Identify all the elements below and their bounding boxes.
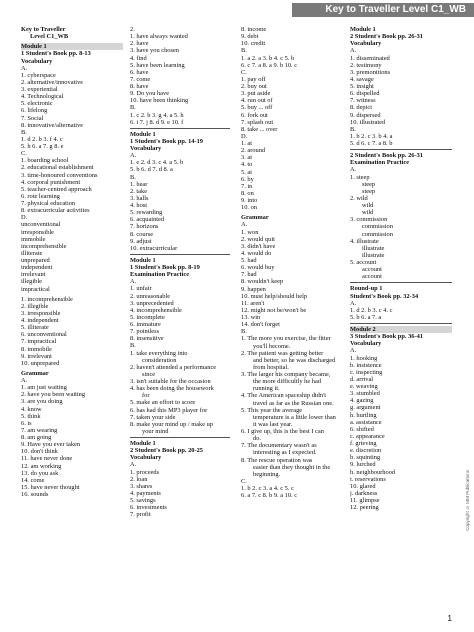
answer-line: 6. fork out xyxy=(241,111,268,119)
answer-line: do. xyxy=(253,435,261,443)
section-heading: Vocabulary xyxy=(130,145,162,152)
answer-line: 5. rewarding xyxy=(130,209,163,217)
answer-line: 5. buy ... off xyxy=(241,104,273,112)
answer-line: 9. debt xyxy=(241,33,259,41)
answer-line: B. xyxy=(130,104,136,112)
answer-line: 10. glared xyxy=(350,482,376,490)
answer-line: and better, so he was discharged xyxy=(253,356,336,364)
answer-line: 5. This year the average xyxy=(241,406,303,414)
answer-line: irrelevant xyxy=(21,271,46,279)
answer-line: 3. are you doing xyxy=(21,398,63,406)
answer-line: A. xyxy=(350,166,357,174)
answer-line: C. xyxy=(241,477,247,485)
answer-line: e. discretion xyxy=(350,447,382,455)
answer-line: 10. extracurricular xyxy=(130,244,178,252)
answer-line: 1. b 2. c 3. b 4. a xyxy=(350,132,393,140)
section-heading: 1 Student's Book pp. 8-19 xyxy=(130,264,200,271)
answer-line: 3. put aside xyxy=(241,90,271,98)
answer-line: b. insistence xyxy=(350,361,382,369)
answer-line: A. xyxy=(241,221,248,229)
answer-line: 4. payments xyxy=(130,489,161,497)
answer-line: 5. h 6. a 7. g 8. e xyxy=(21,143,64,150)
answer-line: C. xyxy=(21,150,27,158)
answer-line: impractical xyxy=(21,285,50,293)
answer-line: 2. educational establishment xyxy=(21,164,94,172)
answer-line: 1. incomprehensible xyxy=(21,295,73,303)
answer-line: 5. at xyxy=(241,168,253,176)
section-heading: Module 2 xyxy=(350,326,452,333)
answer-line: A. xyxy=(350,47,357,55)
section-heading: Module 1 xyxy=(130,130,156,138)
answer-line: 11. have never done xyxy=(21,455,73,463)
answer-line: D. xyxy=(241,132,248,140)
answer-line: 9. lurched xyxy=(350,461,376,469)
answer-line: 4. to xyxy=(241,161,253,169)
answer-line: 2. around xyxy=(241,147,266,155)
answer-line: 9. Do you have xyxy=(130,90,170,98)
answer-line: 9. into xyxy=(241,197,258,204)
copyright-notice: Copyright © MM Publications xyxy=(465,470,470,531)
answer-line: 2. haven't attended a performance xyxy=(130,363,217,371)
answer-line: A. xyxy=(21,64,28,72)
section-heading: Module 1 xyxy=(130,256,156,264)
answer-line: 6. dispelled xyxy=(350,90,380,98)
answer-line: B. xyxy=(21,128,27,136)
section-heading: 1 Student's Book pp. 14-19 xyxy=(130,137,203,145)
answer-line: C. xyxy=(241,68,247,76)
answer-line: D. xyxy=(21,214,28,222)
answer-line: 8. extracurricular activities xyxy=(21,207,90,215)
answer-line: beginning. xyxy=(253,470,281,478)
answer-line: 12. might not be/won't be xyxy=(241,306,307,314)
answer-column-2 xyxy=(130,26,230,518)
answer-line: your mind xyxy=(142,427,169,435)
answer-line: 8. make your mind up / make up xyxy=(130,420,214,428)
answer-line: 6. shifted xyxy=(350,425,374,433)
answer-line: A. xyxy=(130,278,137,286)
answer-line: 10. must help/should help xyxy=(241,292,308,300)
answer-line: 7. physical education xyxy=(21,200,76,207)
answer-column-3 xyxy=(241,26,341,499)
answer-line: 6. would buy xyxy=(241,264,275,272)
answer-line: 3. have you chosen xyxy=(130,47,179,55)
answer-line: 6. a 7. c 8. b 9. a 10. c xyxy=(241,492,298,500)
answer-line: 5. insight xyxy=(350,83,374,90)
section-heading: Key to Traveller xyxy=(21,26,66,33)
answer-line: 6. is xyxy=(21,419,32,427)
answer-line: 8. am going xyxy=(21,434,52,441)
section-heading: 1 Student's Book pp. 8-13 xyxy=(21,50,91,58)
answer-line: B. xyxy=(241,328,247,336)
section-divider xyxy=(350,149,452,150)
section-divider xyxy=(350,323,452,324)
answer-line: 3. halls xyxy=(130,194,149,202)
answer-line: 5. teacher-centred approach xyxy=(21,185,92,193)
answer-line: 2. buy out xyxy=(241,83,267,90)
answer-line: 5. electronic xyxy=(21,100,53,108)
answer-line: 11. aren't xyxy=(241,299,265,307)
answer-line: 2. would quit xyxy=(241,235,275,243)
section-heading: 3 Student's Book pp. 36-41 xyxy=(350,333,423,341)
answer-line: 4. gazing xyxy=(350,397,374,405)
answer-line: 13. win xyxy=(241,314,261,321)
answer-line: 8. innovative/alternative xyxy=(21,121,84,129)
answer-line: 1. proceeds xyxy=(130,468,160,476)
answer-line: wild xyxy=(362,209,374,217)
answer-line: 4. run out of xyxy=(241,97,273,105)
answer-line: illustrate xyxy=(362,251,385,259)
answer-line: 7. taken your side xyxy=(130,413,176,421)
answer-line: i. reservations xyxy=(350,475,386,483)
page-number: 1 xyxy=(447,614,452,623)
answer-line: j. darkness xyxy=(350,489,378,497)
answer-line: h. hurtling xyxy=(350,411,377,419)
answer-line: commission xyxy=(362,223,393,231)
section-heading: 2 Student's Book pp. 26-31 xyxy=(350,33,423,41)
answer-line: B. xyxy=(350,125,356,133)
answer-line: 1. disseminated xyxy=(350,54,390,62)
answer-line: 1. pay off xyxy=(241,75,266,83)
answer-line: 4. incomprehensible xyxy=(130,306,182,314)
section-heading: Vocabulary xyxy=(21,57,53,65)
answer-line: 7. come xyxy=(130,75,151,83)
answer-line: 7. in xyxy=(241,182,253,190)
answer-line: 2. xyxy=(130,26,135,33)
section-heading: Module 1 xyxy=(21,43,123,50)
section-heading: Level C1_WB xyxy=(30,33,69,41)
answer-line: 8. have xyxy=(130,83,149,90)
answer-line: 8. income xyxy=(241,26,267,33)
answer-line: 6. investments xyxy=(130,504,167,512)
answer-line: for xyxy=(142,392,150,400)
answer-line: 8. take ... over xyxy=(241,125,278,133)
answer-line: 6. rote learning xyxy=(21,192,60,200)
section-heading: 2 Student's Book pp. 20-25 xyxy=(130,447,203,455)
answer-line: 6. c 7. a 8. a 9. b 10. c xyxy=(241,61,298,69)
answer-line: 7. had xyxy=(241,271,257,279)
answer-line: h. neighbourhood xyxy=(350,468,396,476)
answer-line: incomprehensible xyxy=(21,242,67,250)
answer-line: commission xyxy=(362,230,393,238)
answer-line: A. xyxy=(350,347,357,355)
answer-line: 1. won xyxy=(241,228,259,236)
answer-line: 1. b 2. c 3. a 4. c 5. c xyxy=(241,485,294,492)
answer-line: easier than they thought in the xyxy=(253,463,331,471)
answer-line: 4. Technological xyxy=(21,93,64,101)
answer-line: A. xyxy=(21,377,28,384)
answer-line: 4. host xyxy=(130,202,148,209)
answer-line: 9. happen xyxy=(241,285,266,293)
answer-line: 2. alternative/innovative xyxy=(21,78,84,86)
answer-line: f. grieving xyxy=(350,440,377,447)
answer-line: 6. I give up, this is the best I can xyxy=(241,428,324,435)
answer-line: 8. depict xyxy=(350,104,373,112)
section-divider xyxy=(130,254,230,255)
section-heading: 2 Student's Book pp. 26-31 xyxy=(350,152,423,160)
answer-line: irresponsible xyxy=(21,228,55,236)
answer-line: 1. d 2. b 3. c 4. c xyxy=(350,306,393,314)
section-divider xyxy=(130,128,230,129)
answer-line: 1. have always wanted xyxy=(130,33,188,41)
answer-line: 3. unprecedented xyxy=(130,299,174,307)
answer-line: 1. The more you exercise, the fitter xyxy=(241,335,331,343)
answer-line: account xyxy=(362,266,382,274)
answer-line: 2. testimony xyxy=(350,61,382,69)
answer-line: 1. take everything into xyxy=(130,349,188,357)
answer-line: 4. would do xyxy=(241,249,272,257)
answer-line: 14. come xyxy=(21,476,45,484)
answer-line: 5. make an effort to score xyxy=(130,399,196,407)
answer-line: travel as far as the Russian one. xyxy=(253,399,334,407)
answer-line: 1. a 2. a 3. b 4. c 5. b xyxy=(241,54,295,62)
answer-line: 7. Social xyxy=(21,114,44,122)
answer-line: 7. profit xyxy=(130,511,151,519)
answer-line: b. squinting xyxy=(350,454,381,462)
answer-line: 1. cyberspace xyxy=(21,71,56,79)
answer-line: 9. adjust xyxy=(130,237,152,245)
answer-line: 2. have xyxy=(130,40,149,48)
section-heading: Grammar xyxy=(21,369,49,377)
answer-line: 10. illustrated xyxy=(350,118,386,126)
answer-line: 3. The larger his company became, xyxy=(241,371,331,378)
answer-line: 3. isn't suitable for the occasion xyxy=(130,378,211,385)
answer-line: 6. i 7. j 8. d 9. e 10. f xyxy=(130,118,184,126)
section-heading: Grammar xyxy=(241,214,269,222)
answer-line: 5. incomplete xyxy=(130,313,165,321)
answer-line: 3. commission xyxy=(350,216,388,224)
section-heading: Student's Book pp. 32-34 xyxy=(350,292,419,300)
answer-line: 6. by xyxy=(241,175,254,183)
answer-line: immobile xyxy=(21,235,46,243)
answer-line: 6. acquainted xyxy=(130,216,165,224)
section-heading: Module 1 xyxy=(130,440,156,447)
answer-line: 8. The rescue operation was xyxy=(241,456,313,464)
answer-line: 8. insensitive xyxy=(130,335,164,343)
answer-line: 4. independent xyxy=(21,317,59,324)
answer-line: from hospital. xyxy=(253,363,289,371)
answer-line: 7. horizons xyxy=(130,223,159,231)
answer-line: 10. have been thinking xyxy=(130,97,189,105)
answer-line: 8. course xyxy=(130,230,154,238)
answer-line: 1. d 2. b 3. f 4. c xyxy=(21,135,63,143)
answer-line: 9. dispersed xyxy=(350,111,381,119)
answer-line: 4. savage xyxy=(350,75,374,83)
answer-line: c. inspecting xyxy=(350,368,383,376)
section-heading: Round-up 1 xyxy=(350,285,383,293)
answer-line: 1. hear xyxy=(130,180,148,188)
answer-line: 6. have xyxy=(130,68,149,76)
answer-line: 1. unfair xyxy=(130,285,152,293)
answer-line: 8. wouldn't keep xyxy=(241,278,284,286)
answer-line: 7. am wearing xyxy=(21,426,58,434)
answer-line: c. appearance xyxy=(350,432,385,440)
answer-line: 16. sounds xyxy=(21,491,49,498)
answer-line: 5. b 6. d 7. d 8. a xyxy=(130,166,173,174)
answer-line: 4. illustrate xyxy=(350,237,379,245)
answer-line: 5. d 6. c 7. a 8. b xyxy=(350,140,393,147)
answer-line: 6. immature xyxy=(130,321,161,328)
answer-line: 4. find xyxy=(130,54,147,62)
section-heading: Examination Practice xyxy=(350,159,410,167)
answer-line: independent xyxy=(21,264,53,272)
answer-line: 6. lifelong xyxy=(21,107,48,115)
answer-line: 3. experiential xyxy=(21,86,58,93)
answer-line: 5. illiterate xyxy=(21,324,49,332)
answer-line: 4. know xyxy=(21,405,42,413)
answer-line: 6. unconventional xyxy=(21,331,67,339)
answer-line: illiterate xyxy=(21,249,43,257)
answer-line: 5. think xyxy=(21,412,41,420)
answer-line: 4. corporal punishment xyxy=(21,178,81,186)
answer-line: 1. am just waiting xyxy=(21,384,67,392)
answer-line: 7. witness xyxy=(350,97,376,105)
answer-line: 7. splash out xyxy=(241,118,274,126)
answer-line: consideration xyxy=(142,356,177,364)
page-banner-title: Key to Traveller Level C1_WB xyxy=(292,3,474,17)
answer-line: a. assistance xyxy=(350,418,382,426)
answer-line: 10. unprepared xyxy=(21,359,60,367)
answer-line: A. xyxy=(130,461,137,469)
answer-line: the more difficultly he had xyxy=(253,378,322,386)
answer-line: 10. don't think xyxy=(21,448,58,456)
answer-line: 5. b 6. a 7. a xyxy=(350,313,382,321)
answer-column-1 xyxy=(21,26,123,498)
answer-line: 3. premonitions xyxy=(350,68,391,76)
section-heading: Vocabulary xyxy=(350,340,382,348)
answer-line: 12. am working xyxy=(21,462,62,470)
answer-line: 2. loan xyxy=(130,475,148,483)
answer-line: unprepared xyxy=(21,257,50,264)
answer-line: temperature is a little lower than xyxy=(253,413,336,421)
answer-line: 9. irrelevant xyxy=(21,352,52,360)
section-heading: Vocabulary xyxy=(350,40,382,48)
answer-line: 7. impractical xyxy=(21,338,57,346)
answer-line: 13. do you ask xyxy=(21,469,59,477)
answer-line: 12. peering xyxy=(350,504,379,512)
answer-line: 1. c 2. b 3. g 4. a 5. h xyxy=(130,111,184,119)
answer-line: d. arrival xyxy=(350,375,374,383)
answer-line: 2. illegible xyxy=(21,302,49,310)
answer-line: account xyxy=(362,273,382,281)
section-heading: Vocabulary xyxy=(130,454,162,462)
answer-line: B. xyxy=(130,342,136,350)
answer-line: 1. at xyxy=(241,140,253,147)
answer-line: since xyxy=(142,370,156,378)
answer-line: 15. have never thought xyxy=(21,483,80,491)
answer-line: 7. pointless xyxy=(130,328,160,336)
answer-line: 4. The American spaceship didn't xyxy=(241,392,326,400)
answer-line: 9. Have you ever taken xyxy=(21,441,81,449)
answer-line: it was last year. xyxy=(253,420,293,428)
answer-line: 8. immobile xyxy=(21,345,52,353)
answer-line: 14. don't forget xyxy=(241,321,280,329)
answer-line: wild xyxy=(362,202,374,209)
answer-line: you'll become. xyxy=(253,342,291,350)
answer-line: 2. have you been waiting xyxy=(21,391,86,399)
answer-line: 5. savings xyxy=(130,497,156,504)
answer-line: 3. didn't have xyxy=(241,242,276,250)
answer-line: 8. on xyxy=(241,189,254,197)
answer-line: 2. wild xyxy=(350,194,368,202)
answer-line: 6. has had this MP3 player for xyxy=(130,406,208,414)
answer-line: g. argument xyxy=(350,404,381,412)
answer-line: 2. take xyxy=(130,187,148,195)
answer-line: steep xyxy=(362,187,376,195)
answer-line: 3. irresponsible xyxy=(21,309,61,317)
answer-line: interesting as I expected. xyxy=(253,449,317,457)
section-divider xyxy=(350,282,452,283)
section-divider xyxy=(130,437,230,438)
answer-line: e. weaving xyxy=(350,383,378,390)
answer-line: 3. time-honoured conventions xyxy=(21,171,98,179)
section-heading: Examination Practice xyxy=(130,271,190,279)
answer-line: 7. The documentary wasn't as xyxy=(241,442,317,450)
answer-line: A. xyxy=(130,152,137,160)
answer-line: 3. at xyxy=(241,154,253,162)
answer-line: 2. unreasonable xyxy=(130,292,171,300)
answer-line: running it. xyxy=(253,385,280,393)
answer-line: 10. on xyxy=(241,204,257,212)
answer-line: B. xyxy=(241,47,247,55)
answer-line: B. xyxy=(130,173,136,181)
section-heading: Module 1 xyxy=(350,26,376,33)
answer-line: 1. steep xyxy=(350,173,370,181)
answer-line: 5. had xyxy=(241,257,257,264)
answer-column-4 xyxy=(350,26,452,511)
answer-line: 1. e 2. d 3. c 4. a 5. b xyxy=(130,159,184,167)
answer-line: 1. boarding school xyxy=(21,157,69,165)
answer-line: 11. glimpse xyxy=(350,497,380,504)
answer-line: 1. hooking xyxy=(350,354,378,362)
answer-line: A. xyxy=(350,299,357,307)
answer-line: 5. account xyxy=(350,259,377,266)
answer-line: illustrate xyxy=(362,244,385,252)
answer-line: 3. stumbled xyxy=(350,390,380,398)
answer-line: 4. has been doing the housework xyxy=(130,385,214,393)
answer-line: unconventional xyxy=(21,221,61,229)
answer-line: illegible xyxy=(21,278,42,286)
answer-line: steep xyxy=(362,180,376,188)
answer-line: 5. have been learning xyxy=(130,61,185,69)
answer-line: 2. The patient was getting better xyxy=(241,349,324,357)
answer-line: 10. credit xyxy=(241,40,266,48)
answer-line: 3. shares xyxy=(130,482,153,490)
